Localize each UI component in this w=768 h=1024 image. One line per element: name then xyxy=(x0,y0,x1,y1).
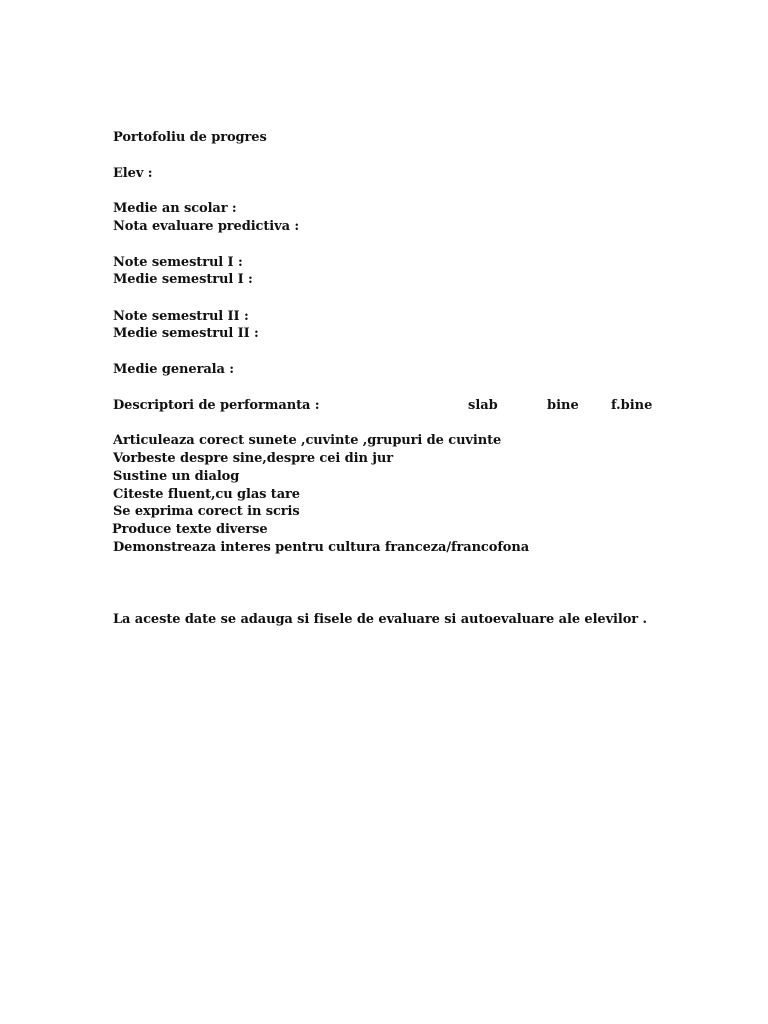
field-nota-evaluare-predictiva: Nota evaluare predictiva : xyxy=(113,219,300,234)
descriptor-item: Produce texte diverse xyxy=(112,522,268,537)
descriptor-item: Articuleaza corect sunete ,cuvinte ,grupuri de cuvinte xyxy=(113,433,502,448)
descriptor-item: Se exprima corect in scris xyxy=(113,504,300,519)
scale-label-f-bine: f.bine xyxy=(611,398,653,413)
field-medie-generala: Medie generala : xyxy=(113,362,234,377)
field-note-semestrul-2: Note semestrul II : xyxy=(113,309,249,324)
descriptors-heading: Descriptori de performanta : xyxy=(113,398,320,413)
footer-note: La aceste date se adauga si fisele de evaluare si autoevaluare ale elevilor . xyxy=(113,612,647,627)
field-medie-semestrul-2: Medie semestrul II : xyxy=(113,326,259,341)
descriptor-item: Vorbeste despre sine,despre cei din jur xyxy=(113,451,393,466)
field-medie-semestrul-1: Medie semestrul I : xyxy=(113,272,253,287)
descriptor-item: Sustine un dialog xyxy=(113,469,240,484)
field-medie-an-scolar: Medie an scolar : xyxy=(113,201,237,216)
field-elev: Elev : xyxy=(113,166,153,181)
descriptor-item: Citeste fluent,cu glas tare xyxy=(113,487,300,502)
document-title: Portofoliu de progres xyxy=(113,130,267,145)
descriptor-item: Demonstreaza interes pentru cultura franceza/francofona xyxy=(113,540,530,555)
scale-label-bine: bine xyxy=(547,398,579,413)
field-note-semestrul-1: Note semestrul I : xyxy=(113,255,243,270)
scale-label-slab: slab xyxy=(468,398,498,413)
